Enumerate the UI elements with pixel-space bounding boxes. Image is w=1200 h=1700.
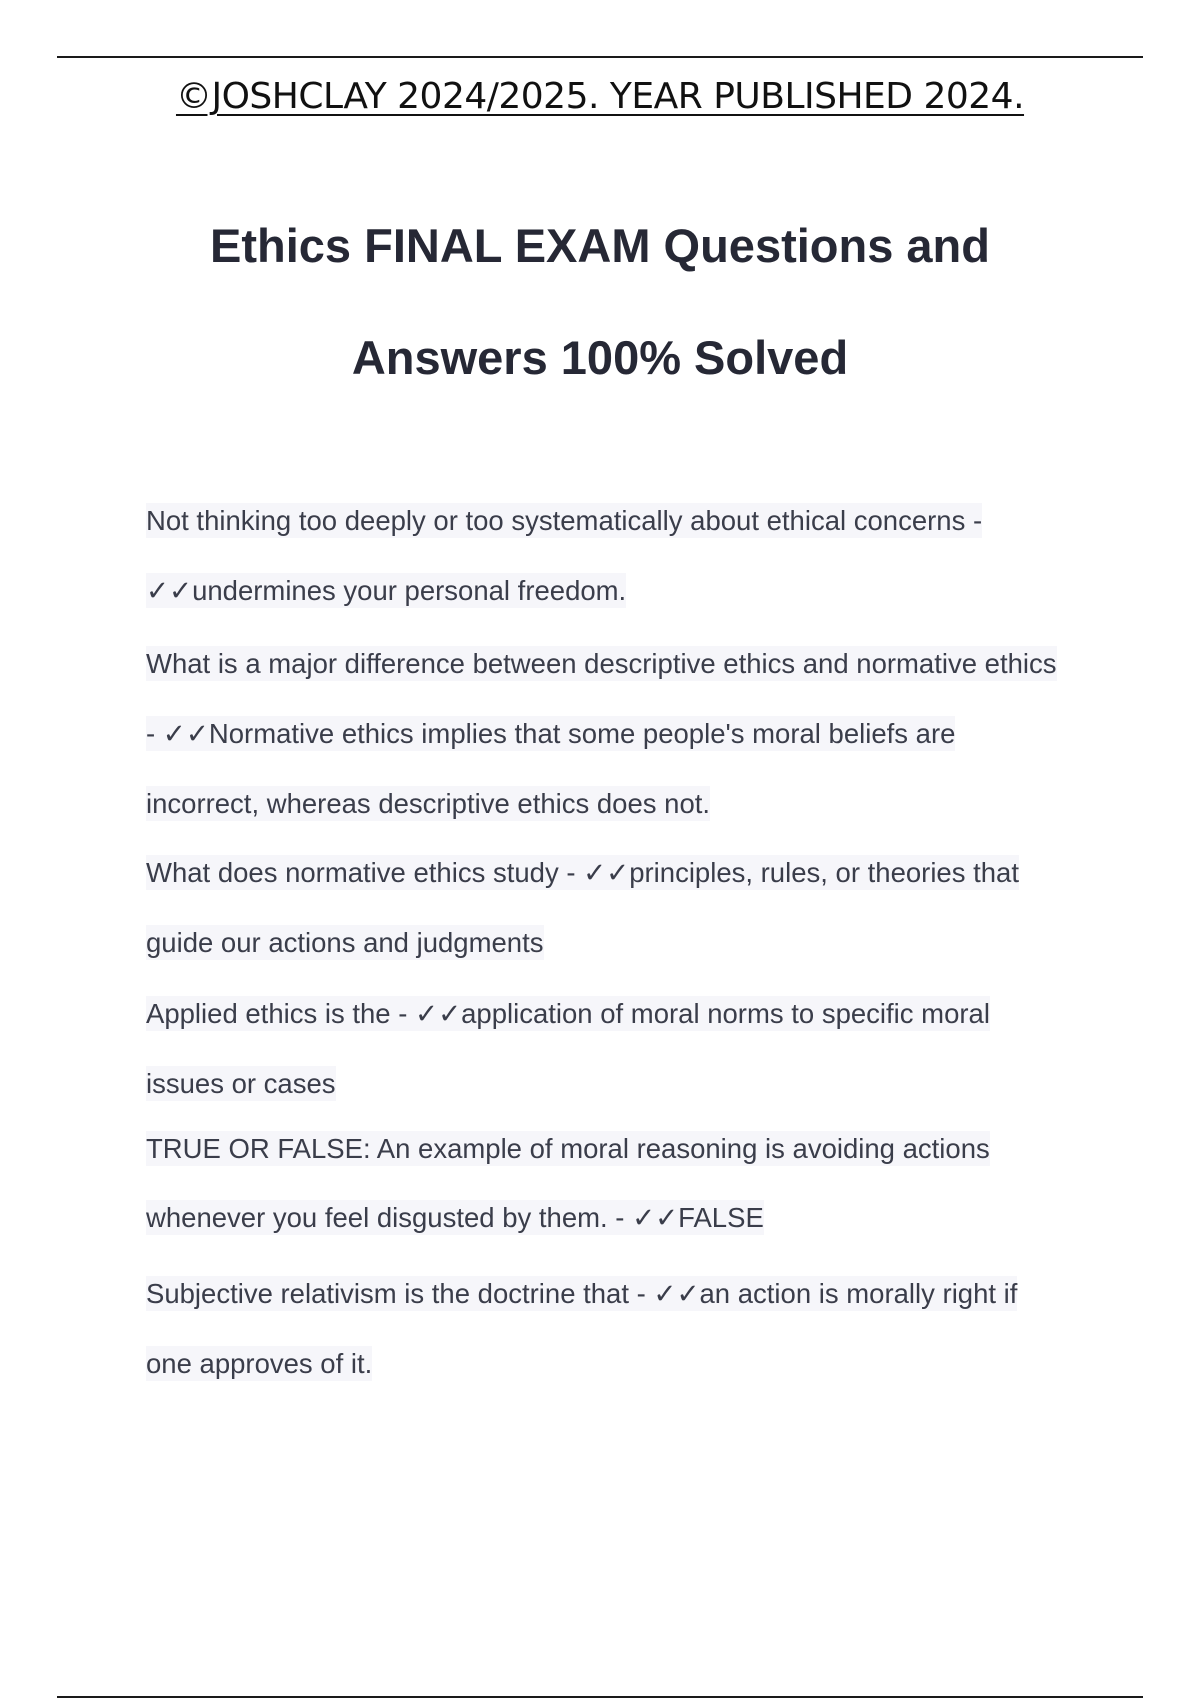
qa-line: What is a major difference between descriptive ethics and normative ethics (146, 648, 1057, 679)
qa-line: TRUE OR FALSE: An example of moral reasoning is avoiding actions (146, 1133, 990, 1164)
bottom-rule (57, 1696, 1143, 1698)
qa-line: - ✓✓Normative ethics implies that some people's moral beliefs are (146, 718, 956, 749)
copyright-header (0, 76, 1200, 117)
document-title-line-1: Ethics FINAL EXAM Questions and (210, 219, 990, 272)
qa-line: Subjective relativism is the doctrine that - ✓✓an action is morally right if (146, 1278, 1018, 1309)
qa-line: guide our actions and judgments (146, 927, 544, 958)
qa-line: issues or cases (146, 1068, 336, 1099)
qa-line: Not thinking too deeply or too systematically about ethical concerns - (146, 505, 983, 536)
qa-line: one approves of it. (146, 1348, 373, 1379)
qa-line: What does normative ethics study - ✓✓principles, rules, or theories that (146, 857, 1019, 888)
qa-line: Applied ethics is the - ✓✓application of moral norms to specific moral (146, 998, 990, 1029)
qa-line: whenever you feel disgusted by them. - ✓✓FALSE (146, 1202, 764, 1233)
copyright-text: ©JOSHCLAY 2024/2025. YEAR PUBLISHED 2024. (175, 76, 1025, 117)
qa-line: incorrect, whereas descriptive ethics does not. (146, 788, 711, 819)
top-rule (57, 56, 1143, 58)
document-title-line-2: Answers 100% Solved (351, 331, 849, 384)
qa-line: ✓✓undermines your personal freedom. (146, 575, 627, 606)
